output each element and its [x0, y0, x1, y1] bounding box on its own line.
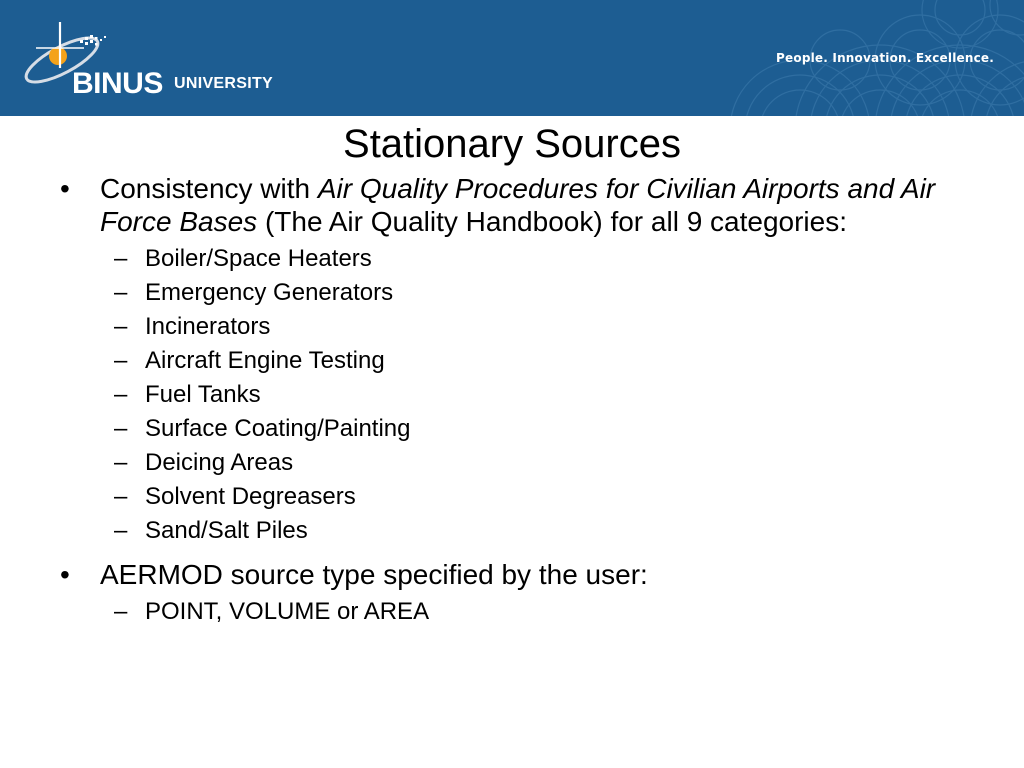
bullet-dot-icon: • — [60, 173, 70, 204]
sub-item — [60, 595, 990, 629]
bullet-item — [60, 558, 990, 591]
sub-item — [60, 412, 990, 446]
bullet-text: Consistency with — [100, 173, 318, 204]
dash-icon: – — [114, 517, 128, 544]
sub-item-text: Aircraft Engine Testing — [145, 347, 385, 374]
header-tagline: People. Innovation. Excellence. — [776, 51, 994, 65]
slide-title: Stationary Sources — [343, 122, 681, 166]
sub-item-text: Incinerators — [145, 313, 271, 340]
sub-item — [60, 446, 990, 480]
bullet-italic-text: Air Quality Procedures for Civilian Airports and Air Force Bases — [100, 173, 936, 237]
logo-university-text: UNIVERSITY — [174, 75, 274, 92]
dash-icon: – — [114, 598, 128, 625]
dash-icon: – — [114, 279, 128, 306]
bullet-text-after: (The Air Quality Handbook) for all 9 categories: — [257, 206, 848, 237]
sub-item-text: Emergency Generators — [145, 279, 394, 306]
bullet-dot-icon: • — [60, 559, 70, 590]
binus-logo — [20, 18, 310, 102]
sub-item-text: Deicing Areas — [145, 449, 294, 476]
dash-icon: – — [114, 245, 128, 272]
sub-item-text: Fuel Tanks — [145, 381, 261, 408]
sub-item — [60, 242, 990, 276]
sub-item — [60, 276, 990, 310]
dash-icon: – — [114, 347, 128, 374]
logo-binus-text: BINUS — [72, 67, 163, 100]
dash-icon: – — [114, 449, 128, 476]
sub-item — [60, 310, 990, 344]
slide-content — [60, 172, 990, 639]
sub-item-text: Surface Coating/Painting — [145, 415, 411, 442]
dash-icon: – — [114, 381, 128, 408]
sub-list — [60, 242, 990, 548]
sub-item — [60, 480, 990, 514]
dash-icon: – — [114, 415, 128, 442]
bullet-text: AERMOD source type specified by the user: — [100, 559, 648, 590]
sub-item-text: Sand/Salt Piles — [145, 517, 308, 544]
sub-item — [60, 378, 990, 412]
sub-item-text: Solvent Degreasers — [145, 483, 356, 510]
sub-list — [60, 595, 990, 629]
dash-icon: – — [114, 483, 128, 510]
sub-item — [60, 514, 990, 548]
header-banner — [0, 0, 1024, 116]
sub-item — [60, 344, 990, 378]
sub-item-text: POINT, VOLUME or AREA — [145, 598, 430, 625]
sub-item-text: Boiler/Space Heaters — [145, 245, 372, 272]
dash-icon: – — [114, 313, 128, 340]
bullet-item — [60, 172, 990, 238]
